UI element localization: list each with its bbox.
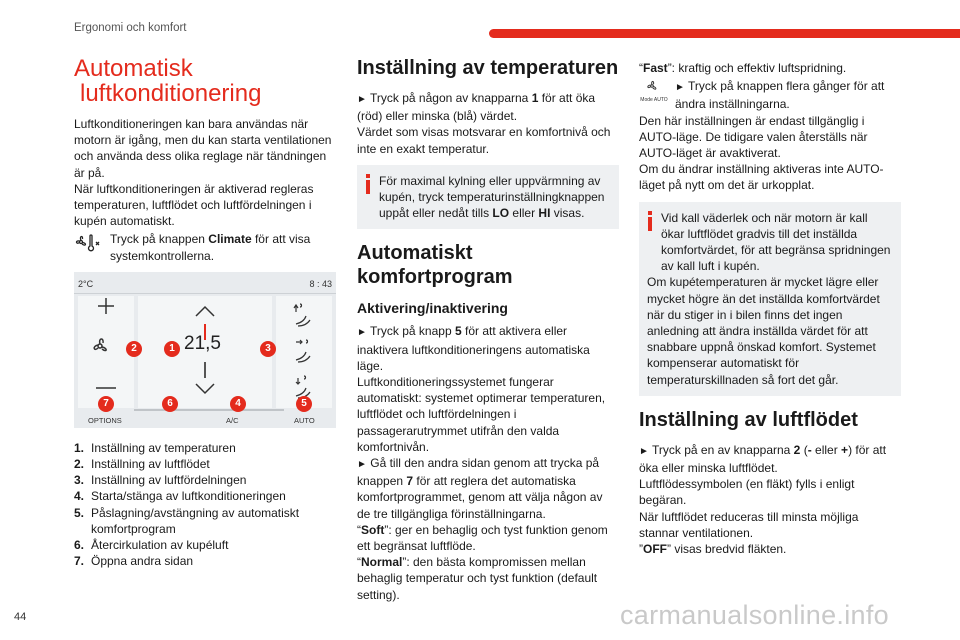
page-header [0, 0, 960, 44]
fast-setting: “Fast”: kraftig och effektiv luftspridning. [639, 61, 847, 75]
heading-activation: Aktivering/inaktivering [357, 300, 508, 317]
airflow-paragraph-1: ► Tryck på en av knapparna 2 (- eller +) för att öka eller minska luftflödet. [639, 442, 887, 476]
mode-auto-instruction: Mode AUTO ► Tryck på knappen flera gånger för att ändra inställningarna. [640, 79, 885, 112]
section-title-line2: luftkonditionering [80, 80, 262, 107]
air-distribution-icon [276, 296, 332, 408]
badge-1: 1 [164, 341, 180, 357]
change-paragraph: Om du ändrar inställning aktiveras inte AUTO-läget på nytt om det är urkopplat. [639, 162, 884, 193]
column-1 [74, 56, 336, 569]
climate-instruction: Tryck på knappen Climate för att visa systemkontrollerna. [74, 231, 336, 263]
outside-temp: 2°C [78, 278, 94, 289]
system-paragraph: Luftkonditioneringssystemet fungerar automatiskt: systemet optimerar temperaturen, luftflödet och luftfördelningen i passagerarutrymmet utifrån den valda komfortnivån. [357, 375, 606, 454]
climate-button-name: Climate [208, 232, 252, 247]
badge-4: 4 [230, 396, 246, 412]
heading-auto-program: Automatiskt komfortprogram [357, 242, 513, 289]
svg-text:Mode AUTO: Mode AUTO [640, 97, 668, 104]
screen-status-bar [78, 276, 332, 290]
airflow-paragraph-3: När luftflödet reduceras till minsta möjliga stannar ventilationen. [639, 509, 859, 540]
legend-item: 2. Inställning av luftflödet [74, 457, 210, 472]
badge-3: 3 [260, 341, 276, 357]
soft-setting: “Soft”: ger en behaglig och tyst funktion genom ett begränsat luftflöde. [357, 522, 608, 554]
badge-5: 5 [296, 396, 312, 412]
column-2 [357, 56, 619, 603]
climate-fan-icon [74, 231, 104, 253]
badge-6: 6 [162, 396, 178, 412]
auto-paragraph: När luftkonditioneringen är aktiverad regleras temperaturen, luftflödet och luftfördelningen i kupén automatiskt. [74, 181, 314, 229]
info-icon [365, 174, 372, 196]
legend-item: 1. Inställning av temperaturen [74, 440, 236, 455]
note-max-cooling: För maximal kylning eller uppvärmning av kupén, tryck temperaturinställningknappen uppåt eller nedåt tills LO eller HI visas. [357, 165, 619, 230]
heading-temperature: Inställning av temperaturen [357, 57, 619, 79]
info-icon [647, 211, 654, 233]
distribution-panel [276, 296, 332, 408]
ac-label: A/C [226, 415, 239, 425]
off-text: ”OFF” visas bredvid fläkten. [639, 542, 787, 557]
section-title [74, 56, 336, 106]
page-number: 44 [14, 611, 27, 623]
column-3 [639, 60, 901, 557]
badge-2: 2 [126, 341, 142, 357]
header-accent-bar [489, 29, 960, 38]
normal-setting: “Normal”: den bästa kompromissen mellan behaglig temperatur och tyst funktion (default setting). [357, 555, 598, 602]
legend-list [74, 440, 336, 570]
climate-screen-illustration [74, 272, 336, 428]
auto-label: AUTO [294, 415, 315, 425]
mode-auto-icon [639, 78, 669, 104]
intro-paragraph: Luftkonditioneringen kan bara användas när motorn är igång, men du kan starta ventilationen och använda dess olika reglage när tändningen är på. [74, 117, 332, 180]
chapter-title: Ergonomi och komfort [74, 22, 187, 34]
airflow-paragraph-2: Luftflödessymbolen (en fläkt) fylls i enligt begäran. [639, 477, 855, 508]
section-title-line1: Automatisk [74, 55, 193, 82]
temp-paragraph-1: ► Tryck på någon av knapparna 1 för att öka (röd) eller minska (blå) värdet. [357, 91, 596, 124]
badge-7: 7 [98, 396, 114, 412]
activation-paragraph: ► Tryck på knapp 5 för att aktivera eller inaktivera luftkonditioneringens automatiska läge. [357, 324, 590, 373]
legend-item: 5. Påslagning/avstängning av automatiskt komfortprogram [74, 505, 300, 536]
options-label: OPTIONS [88, 415, 122, 425]
note-cold-weather: Vid kall väderlek och när motorn är kall ökar luftflödet gradvis till det inställda komfortvärdet, för att begränsa spridningen av kall luft i kupén. Om kupétemperaturen är mycket lägre eller mycket högre än det inställda komfortvärdet när du stiger in i bilen finns det ingen anledning att ändra inställda värdet för att snabbare uppnå önskad komfort. Systemet kompenserar automatiskt för temperaturskillnaden så fort det går. [639, 202, 901, 396]
auto-only-paragraph: Den här inställningen är endast tillgänglig i AUTO-läge. De tidigare valen återställs när AUTO-läget är avaktiverat. [639, 113, 868, 161]
fast-press-text: Tryck på knappen flera gånger för att ändra inställningarna. [675, 79, 885, 112]
temperature-value: 21,5 [184, 332, 221, 354]
watermark: carmanualsonline.info [620, 600, 889, 630]
legend-item: 4. Starta/stänga av luftkonditioneringen [74, 489, 286, 504]
legend-item: 3. Inställning av luftfördelningen [74, 473, 247, 488]
temp-paragraph-2: Värdet som visas motsvarar en komfortnivå och inte en exakt temperatur. [357, 125, 611, 156]
legend-item: 7. Öppna andra sidan [74, 554, 194, 569]
heading-airflow: Inställning av luftflödet [639, 408, 858, 431]
legend-item: 6. Återcirkulation av kupéluft [74, 538, 229, 553]
screen-clock: 8 : 43 [309, 278, 332, 289]
second-page-paragraph: ► Gå till den andra sidan genom att trycka på knappen 7 för att reglera det automatiska komfortprogrammet, genom att välja någon av de tre tillgängliga förinställningarna. [357, 456, 603, 521]
